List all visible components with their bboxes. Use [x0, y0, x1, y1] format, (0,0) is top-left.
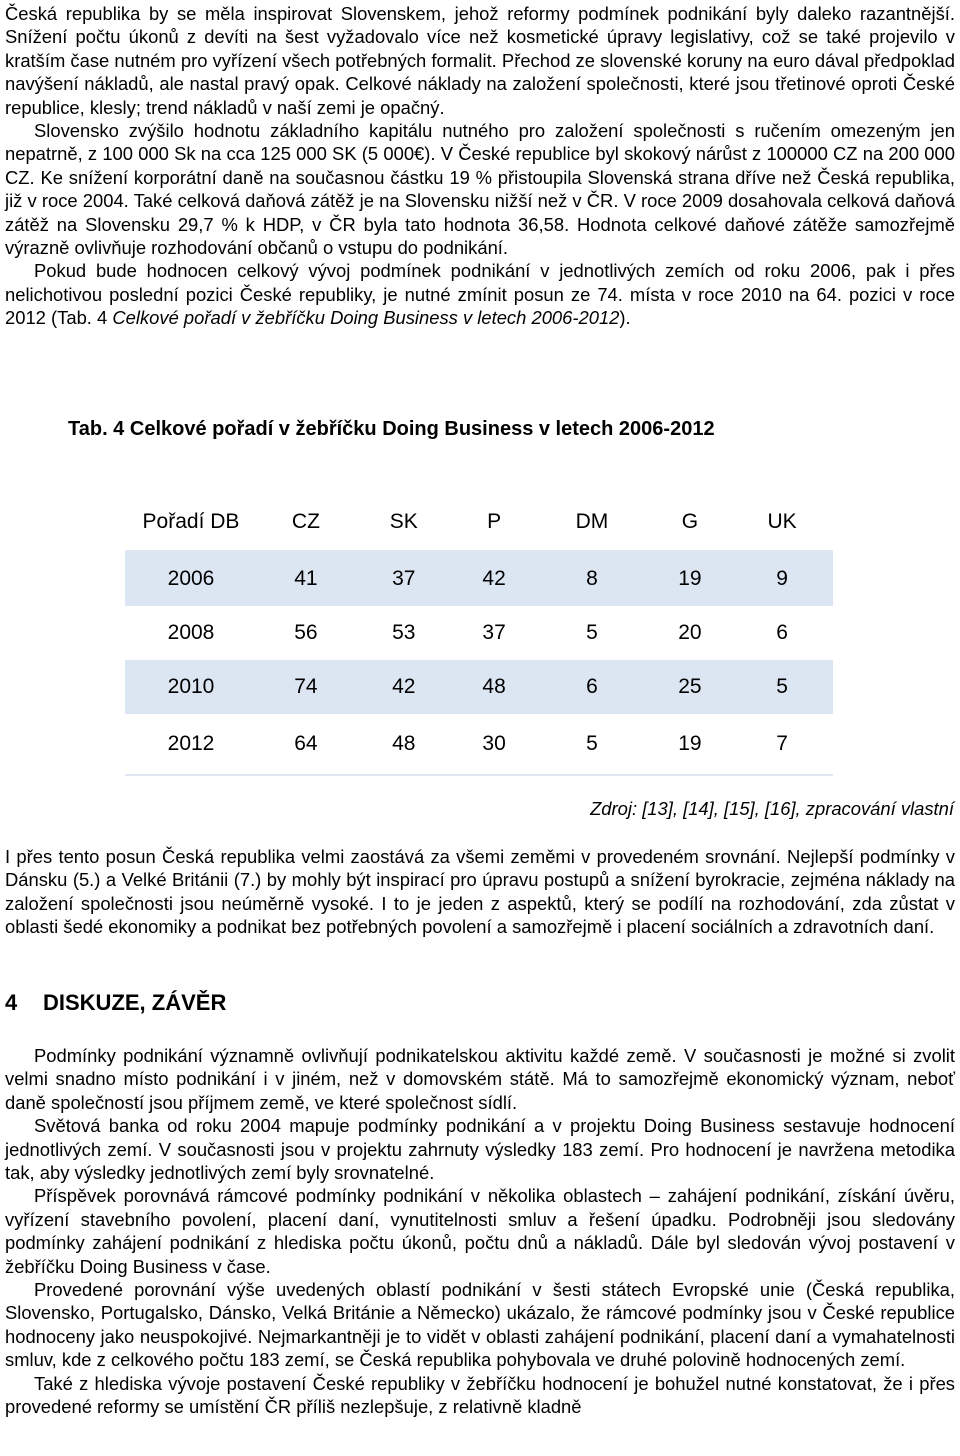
table-cell: 48 — [453, 660, 536, 714]
table-cell: 37 — [355, 551, 453, 606]
table-cell: 5 — [586, 621, 598, 644]
table-cell: 30 — [453, 714, 536, 775]
table-cell: 25 — [649, 660, 732, 714]
table-caption-number: Tab. 4 — [68, 418, 125, 440]
paragraph: Slovensko zvýšilo hodnotu základního kapitálu nutného pro založení společnosti s ručením omezeným jen nepatrně, z 100 000 Sk na cca 125 000 SK (5 000€). V České republice byl skokový nárůst z 100000 CZ na 200 000 CZ. Ke snížení korporátní daně na současnou částku 19 % přistoupila Slovenská strana dříve než Česká republika, již v roce 2004. Také celková daňová zátěž je na Slovensku nižší než v ČR. V roce 2009 dosahovala celková daňová zátěž na Slovensku 29,7 % k HDP, v ČR byla tato hodnota 36,58. Hodnota celkové daňové zátěže samozřejmě výrazně ovlivňuje rozhodování občanů o vstupu do podnikání. — [5, 120, 955, 259]
table-cell: 6 — [535, 660, 648, 714]
paragraph: Česká republika by se měla inspirovat Slovenskem, jehož reformy podmínek podnikání byly daleko razantnější. Snížení počtu úkonů z devíti na šest vyžadovalo více než kosmetické úpravy legislativy, což se také projevilo v kratším čase nutném pro vyřízení všech potřebných formalit. Přechod ze slovenské koruny na euro dával předpoklad navýšení nákladů, ale nastal pravý opak. Celkové náklady na založení společnosti, které jsou třetinové oproti České republice, klesly; trend nákladů v naší zemi je opačný. — [5, 3, 955, 118]
table-header: P — [453, 493, 536, 551]
paragraph: Příspěvek porovnává rámcové podmínky podnikání v několika oblastech – zahájení podnikání, získání úvěru, vyřízení stavebního povolení, placení daní, vynutitelnosti smluv a řešení úpadku. Podrobněji jsou sledovány podmínky zahájení podnikání z hlediska počtu úkonů, počtu dnů a nákladů. Dále byl sledován vývoj postavení v žebříčku Doing Business v čase. — [5, 1185, 955, 1277]
table-cell: 2010 — [125, 660, 257, 714]
table-row — [125, 606, 833, 660]
table-row — [125, 714, 833, 775]
after-table-text — [5, 845, 955, 939]
table-cell: 8 — [535, 551, 648, 606]
table-caption — [68, 418, 715, 441]
section-heading — [5, 990, 226, 1016]
table-cell: 48 — [355, 714, 453, 775]
table-row — [125, 660, 833, 714]
table-cell: 5 — [731, 660, 833, 714]
paragraph: Také z hlediska vývoje postavení České republiky v žebříčku hodnocení je bohužel nutné konstatovat, že i přes provedené reformy se umístění ČR příliš nezlepšuje, z relativně kladně — [5, 1372, 955, 1418]
table-header: Pořadí DB — [125, 493, 257, 551]
table-cell: 2008 — [167, 621, 215, 644]
paragraph: Podmínky podnikání významně ovlivňují podnikatelskou aktivitu každé země. V současnosti je možné si zvolit velmi snadno místo podnikání i v jiném, než v domovském státě. Má to samozřejmě ekonomický význam, neboť daně společností jsou příjmem země, ve které společnost sídlí. — [5, 1045, 955, 1113]
table-cell: 74 — [257, 660, 355, 714]
table-source: Zdroj: [13], [14], [15], [16], zpracování vlastní — [590, 798, 954, 819]
ranking-table — [125, 493, 833, 776]
table-cell: 6 — [776, 621, 788, 644]
section-number: 4 — [5, 990, 18, 1015]
table-header: CZ — [257, 493, 355, 551]
table-cell: 19 — [649, 551, 732, 606]
table-cell: 19 — [649, 714, 732, 775]
table-header: SK — [355, 493, 453, 551]
table-cell: 20 — [678, 621, 702, 644]
table-cell: 42 — [355, 660, 453, 714]
table-header-row — [125, 493, 833, 551]
table-cell: 41 — [257, 551, 355, 606]
table-cell: 2012 — [125, 714, 257, 775]
table-caption-text: Celkové pořadí v žebříčku Doing Business v letech 2006-2012 — [129, 418, 715, 440]
table-row — [125, 551, 833, 606]
paragraph: Pokud bude hodnocen celkový vývoj podmínek podnikání v jednotlivých zemích od roku 2006, pak i přes nelichotivou poslední pozici České republiky, je nutné zmínit posun ze 74. místa v roce 2010 na 64. pozici v roce 2012 (Tab. 4 Celkové pořadí v žebříčku Doing Business v letech 2006-2012). — [5, 260, 955, 329]
paragraph: Světová banka od roku 2004 mapuje podmínky podnikání a v projektu Doing Business sestavuje hodnocení jednotlivých zemí. V současnosti jsou v projektu zahrnuty výsledky 183 zemí. Pro hodnocení je navržena metodika tak, aby výsledky jednotlivých zemí byly srovnatelné. — [5, 1115, 955, 1184]
section-text — [5, 1044, 955, 1419]
table-header: DM — [535, 493, 648, 551]
table-cell: 9 — [731, 551, 833, 606]
table-header: G — [649, 493, 732, 551]
section-title: DISKUZE, ZÁVĚR — [43, 990, 227, 1015]
table-cell: 53 — [392, 621, 416, 644]
paragraph: Provedené porovnání výše uvedených oblastí podnikání v šesti státech Evropské unie (Česká republika, Slovensko, Portugalsko, Dánsko, Velká Británie a Německo) ukázalo, že rámcové podmínky jsou v České republice hodnoceny jako neuspokojivé. Nejmarkantněji je to vidět v oblasti zahájení podnikání, placení daní a vymahatelnosti smluv, kde z celkového počtu 183 zemí, se Česká republika pohybovala ve druhé polovině hodnocených zemí. — [5, 1279, 955, 1371]
table-cell: 64 — [257, 714, 355, 775]
table-cell: 5 — [535, 714, 648, 775]
table-header: UK — [731, 493, 833, 551]
paragraph: I přes tento posun Česká republika velmi zaostává za všemi zeměmi v provedeném srovnání. Nejlepší podmínky v Dánsku (5.) a Velké Británii (7.) by mohly být inspirací pro úpravu postupů a snížení byrokracie, zejména náklady na založení společnosti jsou neúměrně vysoké. I to je jeden z aspektů, který se podílí na rozhodování, zda zůstat v oblasti šedé ekonomiky a podnikat bez potřebných povolení a samozřejmě i placení sociálních a zdravotních daní. — [5, 846, 955, 938]
table-cell: 42 — [453, 551, 536, 606]
table-cell: 56 — [294, 621, 318, 644]
table-cell: 2006 — [125, 551, 257, 606]
intro-text — [5, 2, 955, 330]
table-reference: Celkové pořadí v žebříčku Doing Business v letech 2006-2012 — [112, 307, 620, 329]
table-cell: 7 — [731, 714, 833, 775]
table-cell: 37 — [482, 621, 506, 644]
